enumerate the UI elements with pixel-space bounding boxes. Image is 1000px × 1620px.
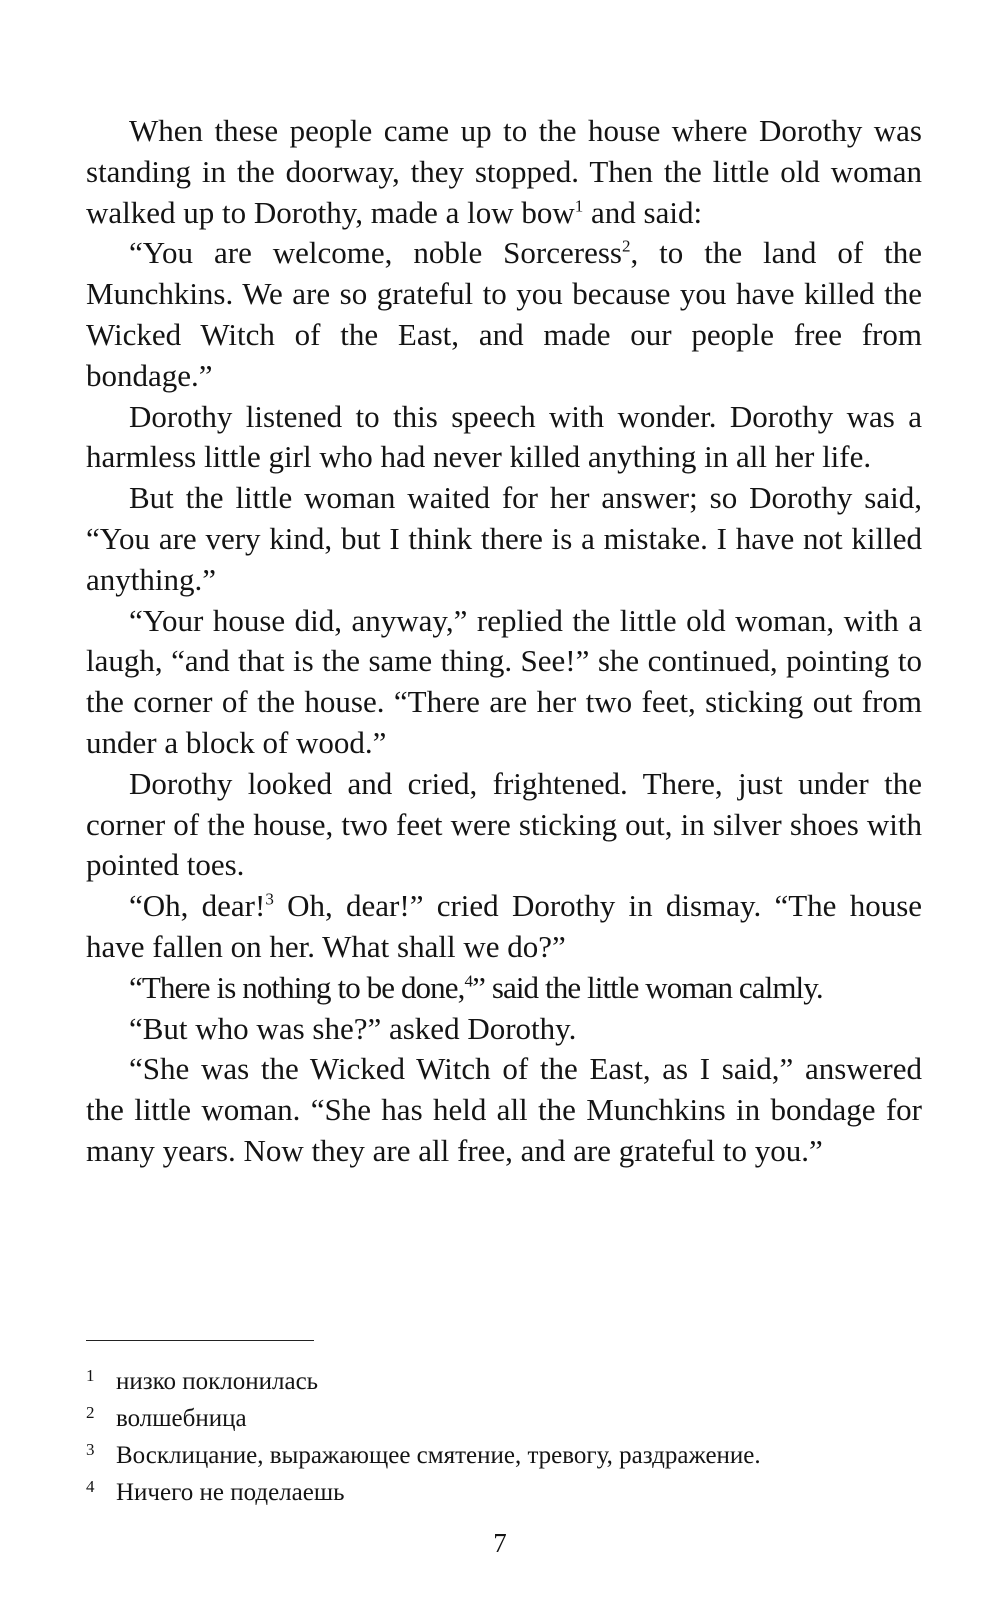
paragraph-text: “Your house did, anyway,” replied the little old woman, with a laugh, “and that is the same thing. See!” she continued, pointing to the corner of the house. “There are her two feet, sticking out from under a block of wood.” [86,602,922,760]
footnote-text: волшебница [116,1405,247,1432]
footnote-number: 4 [86,1477,95,1496]
footnote-reference: 4 [464,971,473,991]
footnote-text: Ничего не поделаешь [116,1479,345,1506]
paragraph-text: “Oh, dear! [129,888,266,924]
paragraph [86,397,922,479]
paragraph [86,886,922,968]
footnote [86,1401,936,1438]
footnote-text: Восклицание, выражающее смятение, тревогу, раздражение. [116,1442,761,1469]
paragraph [86,233,922,396]
footnote [86,1364,936,1401]
footnote-number: 2 [86,1403,95,1422]
paragraph-text: Oh, dear!” cried Dorothy in dismay. “The house have fallen on her. What shall we do?” [86,888,923,964]
paragraph [86,764,922,886]
paragraph-text: But the little woman waited for her answer; so Dorothy said, “You are very kind, but I think there is a mistake. I have not killed anything.” [86,480,922,597]
page-number: 7 [493,1528,507,1558]
footnotes [86,1364,936,1512]
body-text [86,111,922,1172]
paragraph-text: and said: [583,194,703,230]
paragraph [86,478,922,600]
footnote-reference: 2 [621,237,631,257]
paragraph [86,1009,922,1050]
footnote-reference: 3 [265,889,274,909]
footnote [86,1475,936,1512]
paragraph-text: Dorothy listened to this speech with wonder. Dorothy was a harmless little girl who had never killed anything in all her life. [86,398,922,475]
paragraph [86,1049,922,1171]
paragraph [86,601,922,764]
paragraph-text: “She was the Wicked Witch of the East, as I said,” answered the little woman. “She has held all the Munchkins in bondage for many years. Now they are all free, and are grateful to you.” [86,1051,922,1168]
footnote-reference: 1 [574,196,584,216]
paragraph [86,968,922,1009]
paragraph-text: Dorothy looked and cried, frightened. There, just under the corner of the house, two feet were sticking out, in silver shoes with pointed toes. [86,765,922,883]
paragraph-text: “But who was she?” asked Dorothy. [129,1010,577,1046]
footnote-number: 3 [86,1440,95,1459]
paragraph-text: ” said the little woman calmly. [472,969,823,1005]
paragraph-text: “There is nothing to be done, [129,969,465,1005]
footnote-text: низко поклонилась [116,1368,319,1395]
paragraph-text: , to the land of the Munchkins. We are so grateful to you because you have killed the Wicked Witch of the East, and made our people free from bondage.” [86,235,922,393]
footnote-separator [86,1340,314,1341]
paragraph-text: When these people came up to the house where Dorothy was standing in the doorway, they stopped. Then the little old woman walked up to Dorothy, made a low bow [86,113,922,230]
footnote [86,1438,936,1475]
paragraph [86,111,922,233]
paragraph-text: “You are welcome, noble Sorceress [129,235,622,271]
footnote-number: 1 [86,1366,95,1385]
